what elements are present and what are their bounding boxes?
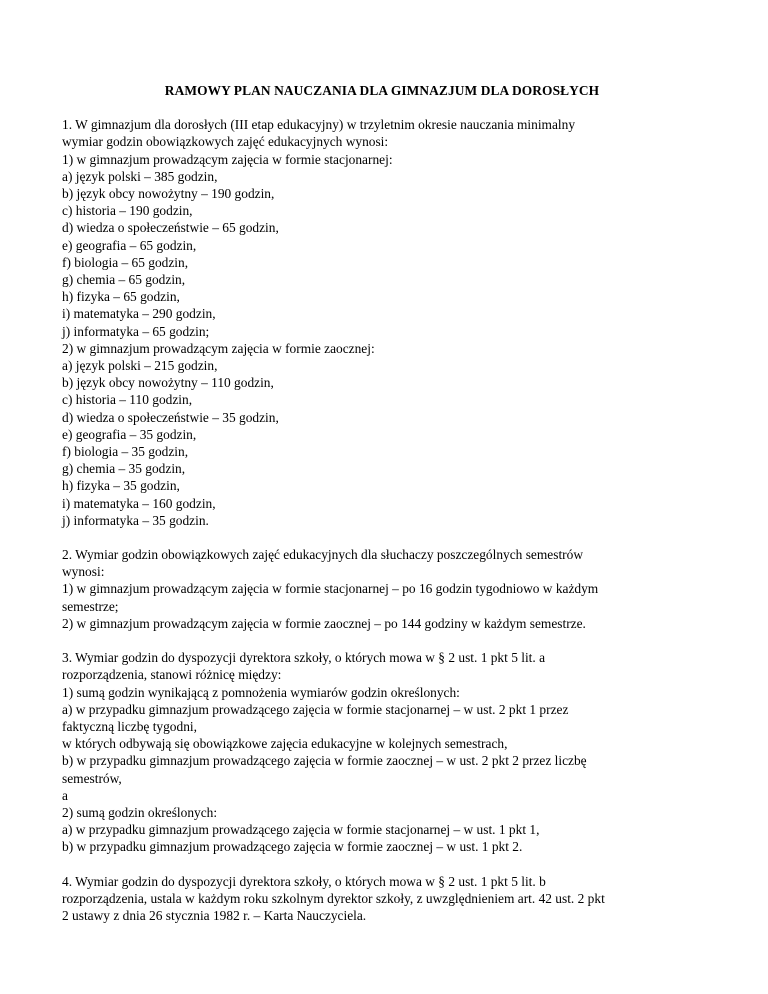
text-line: b) język obcy nowożytny – 110 godzin, xyxy=(62,375,274,391)
text-line: e) geografia – 65 godzin, xyxy=(62,237,197,253)
text-line: d) wiedza o społeczeństwie – 35 godzin, xyxy=(62,409,279,425)
paragraph-section-4 xyxy=(62,873,702,925)
text-line: j) informatyka – 65 godzin; xyxy=(62,323,210,339)
text-line: semestrów, xyxy=(62,770,122,786)
paragraph-section-1 xyxy=(62,116,702,529)
text-line: b) w przypadku gimnazjum prowadzącego zajęcia w formie zaocznej – w ust. 1 pkt 2. xyxy=(62,839,523,855)
text-line: g) chemia – 35 godzin, xyxy=(62,461,186,477)
text-line: wynosi: xyxy=(62,564,105,580)
paragraph-section-2 xyxy=(62,546,702,632)
text-line: f) biologia – 65 godzin, xyxy=(62,254,189,270)
text-line: g) chemia – 65 godzin, xyxy=(62,272,186,288)
text-line: a) w przypadku gimnazjum prowadzącego zajęcia w formie stacjonarnej – w ust. 2 pkt 1 przez xyxy=(62,701,569,717)
text-line: c) historia – 110 godzin, xyxy=(62,392,193,408)
document-page xyxy=(62,82,702,941)
document-body xyxy=(62,116,702,924)
text-line: 1) w gimnazjum prowadzącym zajęcia w formie stacjonarnej: xyxy=(62,151,393,167)
document-title: RAMOWY PLAN NAUCZANIA DLA GIMNAZJUM DLA DOROSŁYCH xyxy=(164,83,600,98)
text-line: j) informatyka – 35 godzin. xyxy=(62,512,209,528)
text-line: d) wiedza o społeczeństwie – 65 godzin, xyxy=(62,220,279,236)
text-line: 1) w gimnazjum prowadzącym zajęcia w formie stacjonarnej – po 16 godzin tygodniowo w każdym xyxy=(62,581,599,597)
text-line: i) matematyka – 290 godzin, xyxy=(62,306,216,322)
text-line: w których odbywają się obowiązkowe zajęcia edukacyjne w kolejnych semestrach, xyxy=(62,736,508,752)
text-line: wymiar godzin obowiązkowych zajęć edukacyjnych wynosi: xyxy=(62,134,389,150)
text-line: rozporządzenia, ustala w każdym roku szkolnym dyrektor szkoły, z uwzględnieniem art. 42 ust. 2 pkt xyxy=(62,890,605,906)
text-line: c) historia – 190 godzin, xyxy=(62,203,193,219)
text-line: 2) w gimnazjum prowadzącym zajęcia w formie zaocznej: xyxy=(62,340,375,356)
text-line: a) język polski – 215 godzin, xyxy=(62,358,218,374)
text-line: 1. W gimnazjum dla dorosłych (III etap edukacyjny) w trzyletnim okresie nauczania minimalny xyxy=(62,117,576,133)
text-line: e) geografia – 35 godzin, xyxy=(62,426,197,442)
text-line: h) fizyka – 65 godzin, xyxy=(62,289,180,305)
text-line: semestrze; xyxy=(62,598,119,614)
text-line: 3. Wymiar godzin do dyspozycji dyrektora szkoły, o których mowa w § 2 ust. 1 pkt 5 lit. a xyxy=(62,650,546,666)
text-line: rozporządzenia, stanowi różnicę między: xyxy=(62,667,282,683)
text-line: b) język obcy nowożytny – 190 godzin, xyxy=(62,186,275,202)
text-line: faktyczną liczbę tygodni, xyxy=(62,718,197,734)
text-line: 2) w gimnazjum prowadzącym zajęcia w formie zaocznej – po 144 godziny w każdym semestrze. xyxy=(62,615,586,631)
text-line: 2 ustawy z dnia 26 stycznia 1982 r. – Karta Nauczyciela. xyxy=(62,907,367,923)
text-line: 1) sumą godzin wynikającą z pomnożenia wymiarów godzin określonych: xyxy=(62,684,460,700)
text-line: i) matematyka – 160 godzin, xyxy=(62,495,216,511)
text-line: 2) sumą godzin określonych: xyxy=(62,804,218,820)
text-line: h) fizyka – 35 godzin, xyxy=(62,478,180,494)
text-line: a) język polski – 385 godzin, xyxy=(62,168,218,184)
text-line: 2. Wymiar godzin obowiązkowych zajęć edukacyjnych dla słuchaczy poszczególnych semestrów xyxy=(62,547,583,563)
text-line: a) w przypadku gimnazjum prowadzącego zajęcia w formie stacjonarnej – w ust. 1 pkt 1, xyxy=(62,822,540,838)
text-line: f) biologia – 35 godzin, xyxy=(62,444,189,460)
text-line: a xyxy=(62,787,68,803)
text-line: b) w przypadku gimnazjum prowadzącego zajęcia w formie zaocznej – w ust. 2 pkt 2 przez liczbę xyxy=(62,753,587,769)
text-line: 4. Wymiar godzin do dyspozycji dyrektora szkoły, o których mowa w § 2 ust. 1 pkt 5 lit. b xyxy=(62,873,546,889)
paragraph-section-3 xyxy=(62,649,702,855)
